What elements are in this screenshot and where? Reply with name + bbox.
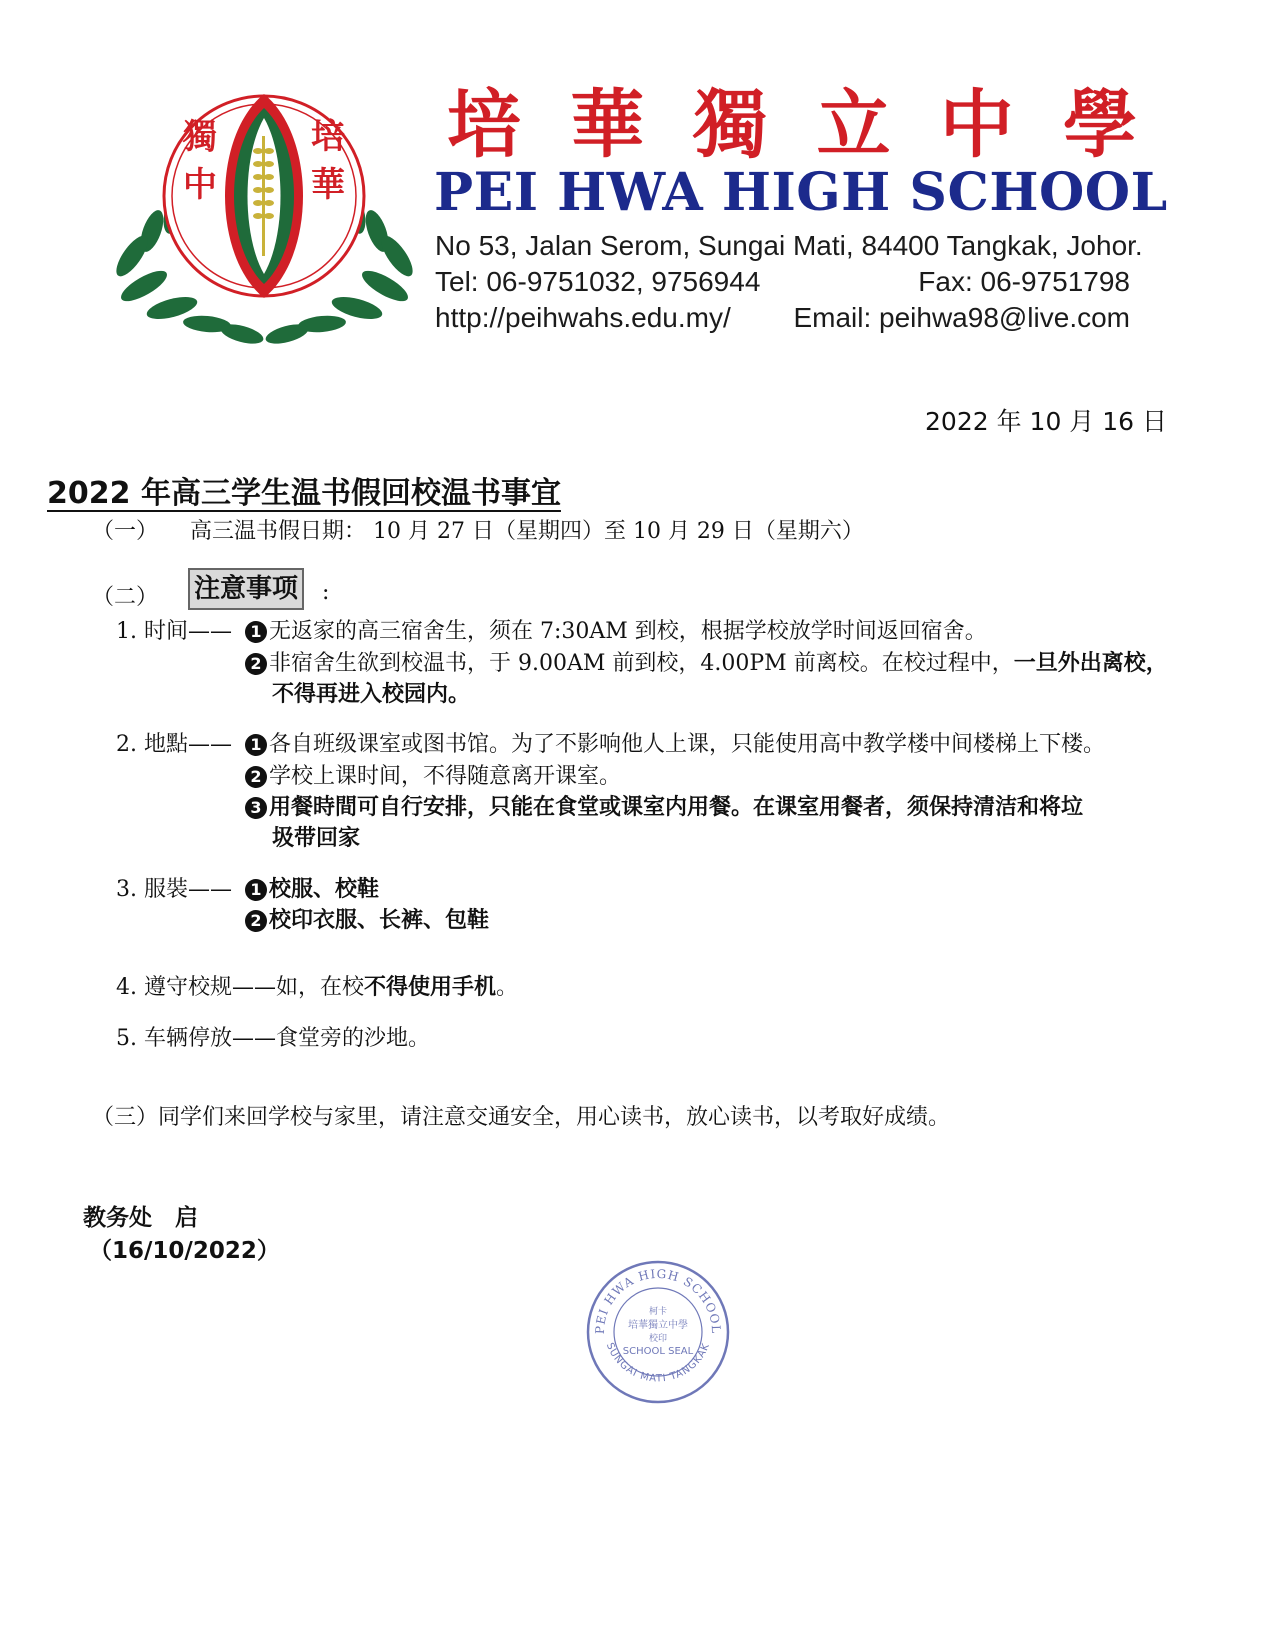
- sub-text-bold: 一旦外出离校，: [1013, 650, 1168, 676]
- section3-text: （三）同学们来回学校与家里，请注意交通安全，用心读书，放心读书，以考取好成绩。: [92, 1105, 951, 1130]
- letterhead: [112, 56, 1168, 346]
- school-address: No 53, Jalan Serom, Sungai Mati, 84400 Tangkak, Johor.: [435, 230, 1143, 261]
- school-email: Email: peihwa98@live.com: [793, 302, 1130, 333]
- item-time-sub-2-cont: 不得再进入校园内。: [272, 681, 471, 707]
- issuing-date: （16/10/2022）: [89, 1238, 280, 1264]
- section1-label: （一）: [92, 519, 159, 544]
- school-name-char: 學: [1062, 82, 1137, 168]
- item-location-sub-1: [245, 727, 1105, 758]
- document-title: 2022 年高三学生温书假回校温书事宜: [47, 476, 561, 511]
- item-rules-tail: 。: [496, 975, 519, 1000]
- logo-char-4: 華: [311, 165, 345, 205]
- seal-line-3: 校印: [648, 1334, 668, 1344]
- number-badge: 2: [245, 653, 267, 675]
- item-attire-sub-2: [245, 903, 489, 934]
- item-attire-label: 3. 服裝——: [116, 877, 232, 902]
- sub-text-bold: 校服、校鞋: [269, 876, 380, 902]
- school-seal: [584, 1258, 732, 1406]
- school-name-chinese: [447, 80, 1137, 170]
- sub-text-bold: 用餐時間可自行安排，只能在食堂或课室内用餐。在课室用餐者，须保持清洁和将垃: [269, 794, 1084, 820]
- seal-line-2: 培華獨立中學: [628, 1320, 688, 1331]
- school-name-char: 中: [939, 82, 1014, 168]
- item-parking-text: 食堂旁的沙地。: [275, 1026, 430, 1051]
- school-name-english: PEI HWA HIGH SCHOOL: [434, 162, 1168, 223]
- item-rules-label: 4. 遵守校规——: [116, 975, 276, 1000]
- number-badge: 2: [245, 766, 267, 788]
- item-parking-label: 5. 车辆停放——: [116, 1026, 276, 1051]
- number-badge: 1: [245, 734, 267, 756]
- seal-ring-top: PEI HWA HIGH SCHOOL: [592, 1266, 724, 1335]
- section1-text: 高三温书假日期： 10 月 27 日（星期四）至 10 月 29 日（星期六）: [190, 519, 864, 544]
- item-location-sub-3-cont: 圾带回家: [272, 825, 361, 851]
- school-logo: [112, 56, 417, 346]
- sub-text: 各自班级课室或图书馆。为了不影响他人上课，只能使用高中教学楼中间楼梯上下楼。: [269, 732, 1106, 757]
- item-rules: [116, 970, 518, 1001]
- notice-colon: :: [322, 580, 330, 605]
- school-name-char: 立: [816, 82, 891, 168]
- number-badge: 1: [245, 879, 267, 901]
- seal-ring-bottom: SUNGAI MATI TANGKAK: [603, 1341, 713, 1385]
- school-website: http://peihwahs.edu.my/: [435, 302, 731, 333]
- logo-char-2: 中: [183, 165, 217, 205]
- seal-line-4: SCHOOL SEAL: [622, 1346, 694, 1357]
- item-time-sub-2: [245, 646, 1168, 677]
- sub-text-bold: 校印衣服、长裤、包鞋: [269, 907, 490, 933]
- section2-label: （二）: [92, 585, 159, 610]
- item-attire-sub-1: [245, 872, 379, 903]
- item-location-sub-3: [245, 790, 1083, 821]
- school-name-char: 培: [447, 82, 521, 168]
- item-location-sub-2: [245, 759, 621, 790]
- logo-char-3: 培: [311, 117, 345, 157]
- logo-char-1: 獨: [183, 117, 217, 157]
- document-date: 2022 年 10 月 16 日: [925, 407, 1167, 436]
- school-tel: Tel: 06-9751032, 9756944: [435, 266, 761, 297]
- sub-text: 无返家的高三宿舍生，须在 7:30AM 到校，根据学校放学时间返回宿舍。: [269, 619, 987, 644]
- school-name-char: 華: [570, 82, 645, 168]
- notice-heading: 注意事项: [188, 568, 304, 610]
- item-rules-bold: 不得使用手机: [364, 974, 497, 1000]
- seal-line-1: 柯卡: [648, 1307, 668, 1317]
- school-fax: Fax: 06-9751798: [918, 266, 1130, 297]
- item-time-label: 1. 时间——: [116, 619, 232, 644]
- item-parking: [116, 1021, 430, 1052]
- item-time-sub-1: [245, 614, 987, 645]
- number-badge: 3: [245, 797, 267, 819]
- issuing-office: 教务处 启: [83, 1204, 198, 1231]
- item-location-label: 2. 地點——: [116, 732, 232, 757]
- school-name-char: 獨: [693, 82, 768, 168]
- number-badge: 1: [245, 621, 267, 643]
- sub-text: 学校上课时间，不得随意离开课室。: [269, 764, 622, 789]
- sub-text: 非宿舍生欲到校温书，于 9.00AM 前到校，4.00PM 前离校。在校过程中，: [269, 651, 1014, 676]
- item-rules-text: 如，在校: [275, 975, 364, 1000]
- number-badge: 2: [245, 910, 267, 932]
